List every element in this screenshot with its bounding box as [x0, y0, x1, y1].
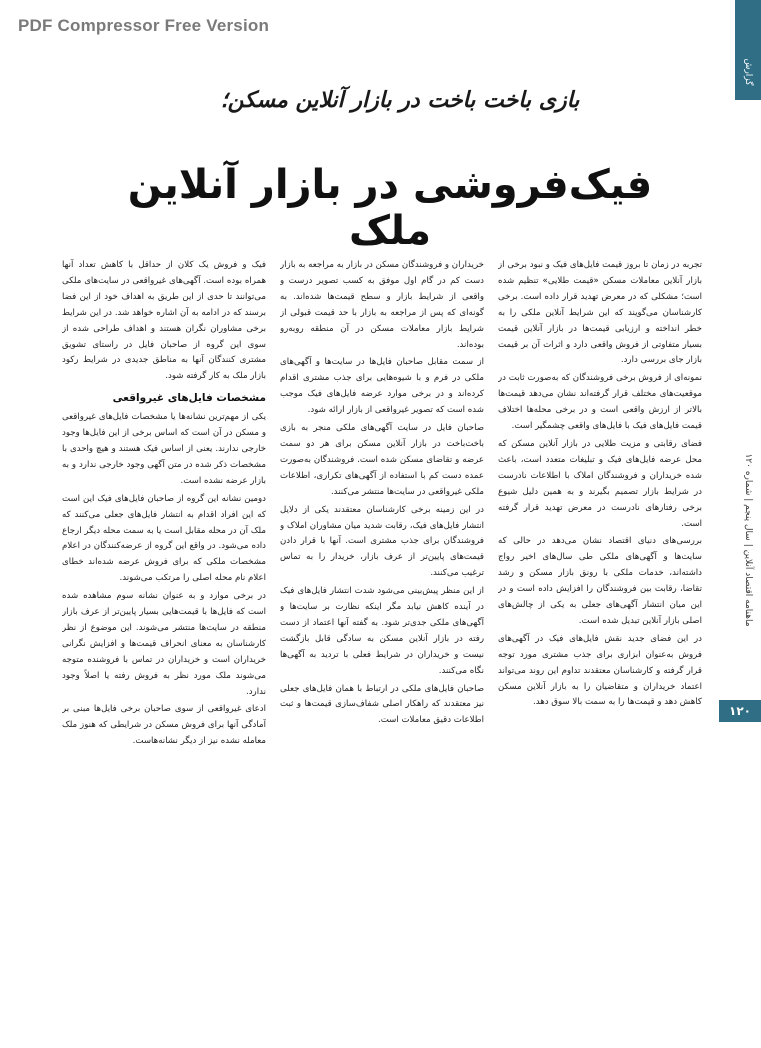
- paragraph: خریداران و فروشندگان مسکن در بازار به مراجعه به بازار دست کم در گام اول موفق به کسب تصویر درست و واقعی از شرایط بازار و سطح قیمت‌ها شده‌اند. به گونه‌ای که پس از مراجعه به بازار با حد قیمت قبولی از شرایط بازار معاملات مسکن در آن منطقه روبه‌رو بوده‌اند.: [280, 260, 484, 350]
- side-caption-text: ماهنامه اقتصاد آنلاین | سال پنجم | شماره ۱۲۰: [743, 453, 753, 627]
- paragraph: صاحبان فایل‌های ملکی در ارتباط با همان فایل‌های جعلی نیز معتقدند که راهکار اصلی شفاف‌سازی قیمت‌ها و ثبت اطلاعات دقیق معاملات است.: [280, 683, 484, 726]
- paragraph: صاحبان فایل در سایت آگهی‌های ملکی منجر به بازی باخت‌باخت در بازار آنلاین مسکن برای هر دو سمت عرضه و تقاضای مسکن شده است. فروشندگان به‌صورت عمده دست کم با استفاده از آگهی‌های تکراری، اطلاعات ملکی غیرواقعی در سایت‌ها منتشر می‌کنند.: [280, 423, 484, 497]
- column-right: [498, 258, 702, 1048]
- section-tab: [735, 0, 761, 100]
- article-title: فیک‌فروشی در بازار آنلاین ملک: [127, 162, 653, 254]
- section-heading: مشخصات فایل‌های غیرواقعی: [112, 392, 266, 405]
- column-left: [62, 258, 266, 1048]
- paragraph: از سمت مقابل صاحبان فایل‌ها در سایت‌ها و آگهی‌های ملکی در فرم و با شیوه‌هایی برای جذب مشتری اقدام کرده‌اند و در برخی موارد عرضه فایل‌های فیک موجب شده است که تصویر غیرواقعی از بازار ارائه شود.: [280, 357, 484, 416]
- article-supertitle: بازی باخت باخت در بازار آنلاین مسکن؛: [220, 88, 580, 113]
- paragraph: در این زمینه برخی کارشناسان معتقدند یکی از دلایل انتشار فایل‌های فیک، رقابت شدید میان مشاوران املاک و فروشندگان برای جذب مشتری است. آنها با قرار دادن قیمت‌های پایین‌تر از عرف بازار، خریدار را به تماس ترغیب می‌کنند.: [280, 504, 484, 579]
- paragraph: دومین نشانه این گروه از صاحبان فایل‌های فیک این است که این افراد اقدام به انتشار فایل‌های جعلی می‌کنند که ملک آن در محله مقابل است یا به سمت محله دیگر ارجاع داده می‌شود. در واقع این گروه از عرضه‌کنندگان در اعلام مشخصات ملکی که برای فروش عرضه شده‌اند خطای اعلام نام محله اصلی را مرتکب می‌شوند.: [62, 493, 266, 584]
- paragraph: ادعای غیرواقعی از سوی صاحبان برخی فایل‌ها مبنی بر آمادگی آنها برای فروش مسکن در شرایطی که هنوز ملک معامله نشده نیز از دیگر نشانه‌هاست.: [62, 704, 266, 747]
- paragraph: یکی از مهم‌ترین نشانه‌ها یا مشخصات فایل‌های غیرواقعی و مسکن در آن است که اساس برخی از این فایل‌ها وجود خارجی ندارند. یعنی از اساس فیک هستند و هیچ واحدی با مشخصات ذکر شده در متن آگهی وجود خارجی ندارد و به بازار عرضه نشده است.: [62, 412, 266, 486]
- paragraph: فضای رقابتی و مزیت طلایی در بازار آنلاین مسکن که محل عرضه فایل‌های فیک و تبلیغات متعدد است، باعث شده خریداران و فروشندگان املاک با اطلاعات نادرست در شرایط بازار تصمیم بگیرند و به همین دلیل شیوع برخی رفتارهای نادرست در معرض تهدید قرار گرفته است.: [498, 438, 702, 529]
- side-caption: [739, 400, 757, 680]
- paragraph: فیک و فروش یک کلان از حداقل با کاهش تعداد آنها همراه بوده است. آگهی‌های غیرواقعی در سایت‌های ملکی می‌توانند تا حدی از این طریق به اهداف خود از این فضا برسند که در ادامه به آن اشاره خواهد شد. در این شرایط برخی مشاوران نگران هستند و اهداف طراحی شده از سوی این گروه از صاحبان فایل در راستای تشویق مشتری کنندگان آنها به مناطق جدیدی در شرایط رکود بازار ملک به کار گرفته شود.: [62, 260, 266, 382]
- paragraph: نمونه‌ای از فروش برخی فروشندگان که به‌صورت ثابت در موقعیت‌های مختلف قرار گرفته‌اند نشان می‌دهد قیمت‌ها بالاتر از ارزش واقعی است و در برخی محله‌ها اختلاف قیمت فایل‌های فیک با فایل‌های واقعی چشمگیر است.: [498, 373, 702, 432]
- pdf-compressor-watermark: PDF Compressor Free Version: [18, 16, 270, 35]
- paragraph: بررسی‌های دنیای اقتصاد نشان می‌دهد در حالی که سایت‌ها و آگهی‌های ملکی طی سال‌های اخیر رواج داشته‌اند، خدمات ملکی با رونق بازار مسکن و رشد تقاضا، رقابت بین فروشندگان را افزایش داده است و در این میان انتشار آگهی‌های جعلی به یکی از چالش‌های اصلی بازار آنلاین تبدیل شده است.: [498, 536, 702, 626]
- column-middle: [280, 258, 484, 1048]
- paragraph: در این فضای جدید نقش فایل‌های فیک در آگهی‌های فروش به‌عنوان ابزاری برای جذب مشتری مورد توجه قرار گرفته و کارشناسان معتقدند تداوم این روند می‌تواند اعتماد خریداران و متقاضیان را به بازار آنلاین مسکن کاهش دهد و قیمت‌ها را به سمت بالا سوق دهد.: [498, 633, 702, 708]
- article-body: [62, 258, 702, 1048]
- page-number: ۱۲۰: [719, 700, 761, 722]
- paragraph: از این منظر پیش‌بینی می‌شود شدت انتشار فایل‌های فیک در آینده کاهش نیابد مگر اینکه نظارت بر سایت‌ها و آگهی‌های ملکی جدی‌تر شود. به گفته آنها اعتماد از دست رفته در بازار آنلاین مسکن به سادگی قابل بازگشت نیست و خریداران در شرایط فعلی با تردید به آگهی‌ها نگاه می‌کنند.: [280, 586, 484, 676]
- side-bar: [735, 0, 761, 1045]
- paragraph: در برخی موارد و به عنوان نشانه سوم مشاهده شده است که فایل‌ها با قیمت‌هایی بسیار پایین‌تر از عرف بازار منطقه در سایت‌ها منتشر می‌شوند. این موضوع از نظر کارشناسان به معنای انحراف قیمت‌ها و افزایش نگرانی خریداران است و خریداران در تماس با فروشنده متوجه می‌شوند ملک مورد نظر به فروش رفته یا اصلاً وجود ندارد.: [62, 591, 266, 697]
- section-tab-label: گزارش: [743, 58, 753, 86]
- paragraph: تجربه در زمان تا بروز قیمت فایل‌های فیک و نبود برخی از بازار آنلاین معاملات مسکن «قیمت طلایی» تنظیم شده است؛ مشکلی که در معرض تهدید قرار داده است. برخی کارشناسان می‌گویند که این شرایط آنلاین ملکی را به خطر انداخته و ارزیابی قیمت‌ها در بازار آنلاین قیمت بسیار متفاوتی از فروش واقعی دارد و اثرات آن بر قیمت بازار جای بررسی دارد.: [498, 260, 702, 366]
